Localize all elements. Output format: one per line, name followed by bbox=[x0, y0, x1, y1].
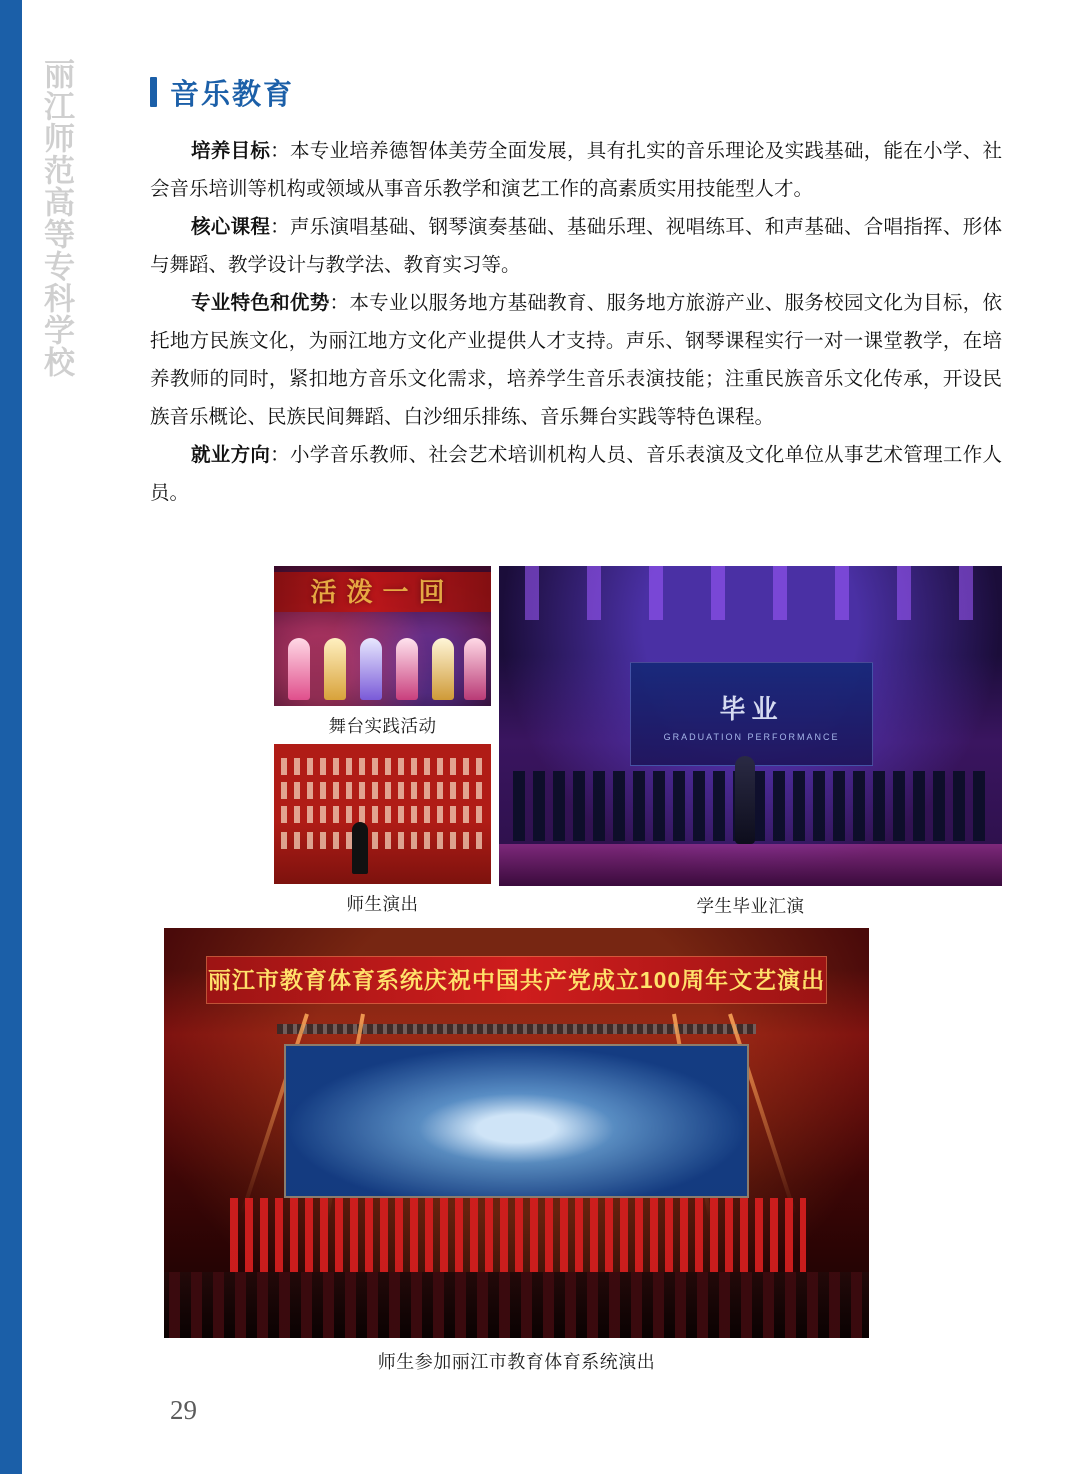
caption-stage-practice: 舞台实践活动 bbox=[328, 716, 437, 736]
paragraph-core-courses bbox=[150, 208, 1002, 284]
paragraph-sep-2: ： bbox=[329, 292, 350, 314]
lighting-truss bbox=[277, 1024, 756, 1034]
caption-graduation-show: 学生毕业汇演 bbox=[696, 896, 805, 916]
caption-teacher-student-performance: 师生演出 bbox=[346, 894, 419, 914]
paragraph-sep-3: ： bbox=[270, 444, 290, 466]
title-tick-icon bbox=[150, 77, 157, 107]
photo-graduation-show bbox=[499, 566, 1002, 886]
soloist-figure bbox=[735, 756, 755, 844]
dancer-figure bbox=[288, 638, 310, 700]
paragraph-sep-0: ： bbox=[270, 140, 290, 162]
page-number: 29 bbox=[170, 1395, 197, 1425]
paragraph-body-3: 小学音乐教师、社会艺术培训机构人员、音乐表演及文化单位从事艺术管理工作人员。 bbox=[150, 444, 1002, 504]
gallery-right-column bbox=[499, 566, 1002, 922]
conductor-figure bbox=[352, 822, 368, 874]
paragraph-body-2: 本专业以服务地方基础教育、服务地方旅游产业、服务校园文化为目标，依托地方民族文化，为丽江地方文化产业提供人才支持。声乐、钢琴课程实行一对一课堂教学，在培养教师的同时，紧扣地方音乐文化需求，培养学生音乐表演技能；注重民族音乐文化传承，开设民族音乐概论、民族民间舞蹈、白沙细乐排练、音乐舞台实践等特色课程。 bbox=[150, 292, 1002, 428]
performance-banner bbox=[206, 956, 826, 1004]
dancer-figure bbox=[432, 638, 454, 700]
stage-banner bbox=[274, 572, 491, 612]
choir-row bbox=[278, 782, 487, 799]
gallery-left-column bbox=[274, 566, 491, 920]
gallery-top-row bbox=[274, 566, 1002, 922]
paragraph-features bbox=[150, 284, 1002, 436]
paragraph-label-employment: 就业方向 bbox=[191, 444, 271, 466]
vertical-school-title: 丽江师范高等专科学校 bbox=[39, 58, 74, 378]
choir-row bbox=[278, 832, 487, 849]
dancer-figure bbox=[360, 638, 382, 700]
dancer-figure bbox=[396, 638, 418, 700]
stage-banner-text: 活泼一回 bbox=[310, 577, 455, 607]
paragraph-label-core-courses: 核心课程 bbox=[191, 216, 271, 238]
main-led-screen bbox=[284, 1044, 749, 1198]
photo-stage-practice bbox=[274, 566, 491, 706]
body-text bbox=[150, 132, 1002, 512]
dancer-figures bbox=[274, 626, 491, 700]
choir-row bbox=[278, 758, 487, 775]
gallery-bottom-row bbox=[164, 928, 869, 1378]
dancer-figure bbox=[464, 638, 486, 700]
page-title-text: 音乐教育 bbox=[170, 78, 295, 111]
paragraph-label-training-goal: 培养目标 bbox=[191, 140, 271, 162]
paragraph-sep-1: ： bbox=[270, 216, 290, 238]
page-content bbox=[150, 0, 1010, 1474]
choir-rows bbox=[274, 744, 491, 884]
performance-banner-text: 丽江市教育体育系统庆祝中国共产党成立100周年文艺演出 bbox=[207, 967, 826, 993]
paragraph-label-features: 专业特色和优势 bbox=[191, 292, 330, 314]
led-screen-title: 毕业 bbox=[719, 694, 784, 724]
stage-floor bbox=[499, 844, 1002, 886]
photo-gallery bbox=[150, 566, 1002, 1378]
left-accent-bar bbox=[0, 0, 22, 1474]
photo-city-performance bbox=[164, 928, 869, 1338]
stage-led-screen bbox=[630, 662, 873, 766]
page-title bbox=[150, 72, 1010, 112]
audience-area bbox=[164, 1272, 869, 1338]
stage-light-beams bbox=[499, 566, 1002, 620]
dancer-figure bbox=[324, 638, 346, 700]
choir-row bbox=[278, 806, 487, 823]
led-screen-subtitle: GRADUATION PERFORMANCE bbox=[663, 732, 840, 742]
paragraph-body-0: 本专业培养德智体美劳全面发展，具有扎实的音乐理论及实践基础，能在小学、社会音乐培训等机构或领域从事音乐教学和演艺工作的高素质实用技能型人才。 bbox=[150, 140, 1002, 200]
performer-rows bbox=[227, 1198, 805, 1272]
photo-teacher-student-performance bbox=[274, 744, 491, 884]
paragraph-training-goal bbox=[150, 132, 1002, 208]
paragraph-body-1: 声乐演唱基础、钢琴演奏基础、基础乐理、视唱练耳、和声基础、合唱指挥、形体与舞蹈、教学设计与教学法、教育实习等。 bbox=[150, 216, 1002, 276]
caption-city-performance: 师生参加丽江市教育体育系统演出 bbox=[377, 1352, 656, 1372]
paragraph-employment bbox=[150, 436, 1002, 512]
